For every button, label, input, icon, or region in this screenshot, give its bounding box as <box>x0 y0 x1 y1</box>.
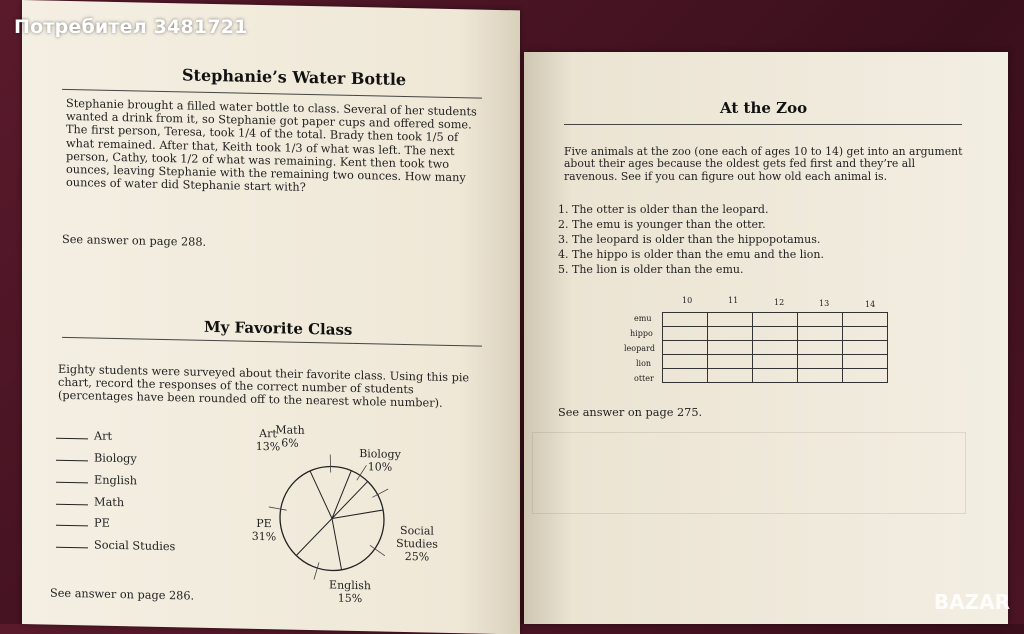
pie-slice-divider <box>332 470 351 519</box>
zoo-clue: 4. The hippo is older than the emu and the lion. <box>572 247 880 262</box>
pie-leader-line <box>370 545 385 555</box>
pie-leader-line <box>330 454 331 472</box>
pie-slice-label: 10% <box>367 460 393 474</box>
zoo-answer: See answer on page 275. <box>558 406 703 419</box>
water-bottle-rule <box>62 89 482 99</box>
answer-blank <box>56 525 88 527</box>
blank-social-studies: Social Studies <box>56 538 175 553</box>
favorite-class-text: Eighty students were surveyed about their favorite class. Using this pie chart, record the responses of the correct number of students (percentages have been rounded off to the nearest whole number). <box>58 362 470 411</box>
answer-blank <box>56 438 88 440</box>
animal-label: emu <box>634 314 652 323</box>
pie-slice-divider <box>332 518 342 569</box>
pie-slice-label: Social <box>400 523 434 538</box>
zoo-rule <box>564 124 962 125</box>
favorite-class-rule <box>62 337 482 347</box>
pie-leader-line <box>314 562 319 579</box>
age-header: 12 <box>774 298 785 307</box>
zoo-clue: 5. The lion is older than the emu. <box>572 262 880 277</box>
zoo-logic-grid <box>662 312 888 383</box>
answer-blank <box>56 504 88 506</box>
favorite-class-title: My Favorite Class <box>204 317 353 339</box>
pie-slice-label: 15% <box>337 591 363 606</box>
zoo-clue: 1. The otter is older than the leopard. <box>572 202 880 217</box>
right-book-page <box>524 52 1008 624</box>
animal-label: lion <box>636 359 652 368</box>
answer-blank <box>56 547 88 549</box>
age-header: 10 <box>682 296 693 305</box>
pie-slice-label: English <box>329 578 371 593</box>
pie-slice-label: Studies <box>396 536 438 551</box>
answer-blank <box>56 482 88 484</box>
pie-leader-line <box>269 507 287 510</box>
zoo-clues <box>550 202 880 277</box>
pie-slice-label: Math <box>275 423 305 437</box>
seller-watermark: Потребител 3481721 <box>14 16 248 38</box>
animal-label: leopard <box>624 344 655 353</box>
pie-slice-divider <box>310 471 332 519</box>
answer-blank <box>56 460 88 462</box>
pie-slice-label: 31% <box>251 529 277 544</box>
bazar-logo: BAZAR <box>933 590 1010 614</box>
pie-slice-label: 13% <box>255 439 281 454</box>
blank-pe: PE <box>56 516 110 530</box>
zoo-clue: 2. The emu is younger than the otter. <box>572 217 880 232</box>
pie-slice-label: PE <box>256 516 272 531</box>
pie-slice-label: Art <box>259 426 277 441</box>
age-header: 11 <box>728 296 739 305</box>
show-through-box <box>532 432 966 514</box>
animal-label: hippo <box>630 329 653 338</box>
zoo-clue: 3. The leopard is older than the hippopotamus. <box>572 232 880 247</box>
pie-slice-divider <box>296 518 332 557</box>
pie-leader-line <box>357 465 367 480</box>
zoo-title: At the Zoo <box>720 99 808 117</box>
favorite-class-answer: See answer on page 286. <box>50 586 195 603</box>
blank-english: English <box>56 473 137 488</box>
water-bottle-answer: See answer on page 288. <box>62 232 207 249</box>
water-bottle-title: Stephanie’s Water Bottle <box>182 65 407 90</box>
favorite-class-pie-chart <box>232 414 462 609</box>
animal-label: otter <box>634 374 654 383</box>
water-bottle-text: Stephanie brought a filled water bottle to class. Several of her students wanted a drink from it, so Stephanie got paper cups and offered some. The first person, Teresa, took 1/4 of the total. Brady then took 1/5 of what remained. After that, Keith took 1/3 of what was left. The next person, Cathy, took 1/2 of what was remaining. Kent then took two ounces, leaving Stephanie with the remaining two ounces. How many ounces of water did Stephanie start with? <box>66 96 477 195</box>
blank-biology: Biology <box>56 451 137 466</box>
zoo-text: Five animals at the zoo (one each of ages 10 to 14) get into an argument about their ages because the oldest gets fed first and they’re all ravenous. See if you can figure out how old each animal is. <box>564 145 963 183</box>
left-book-page <box>22 0 520 634</box>
pie-slice-label: 25% <box>404 550 430 564</box>
pie-slice-label: Biology <box>359 447 401 461</box>
age-header: 14 <box>865 300 876 309</box>
blank-art: Art <box>56 429 112 443</box>
blank-math: Math <box>56 495 124 509</box>
pie-slice-label: 6% <box>281 436 299 450</box>
age-header: 13 <box>819 299 830 308</box>
